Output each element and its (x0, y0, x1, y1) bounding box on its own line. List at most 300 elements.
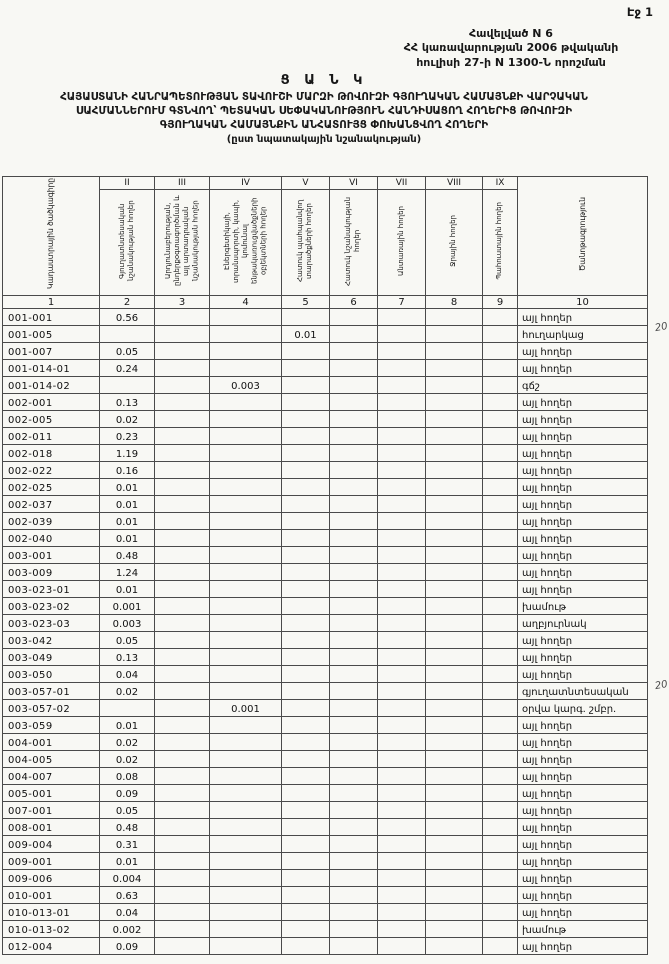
area-value-cell (483, 377, 518, 394)
area-value-cell (426, 411, 483, 428)
land-use-note-cell: խամութ (518, 598, 648, 615)
area-value-cell (282, 751, 330, 768)
table-row (3, 564, 648, 581)
land-use-note-cell: հուղարկաց (518, 326, 648, 343)
area-value-cell (282, 802, 330, 819)
area-value-cell (155, 751, 210, 768)
area-value-cell (378, 326, 426, 343)
area-value-cell: 0.004 (100, 870, 155, 887)
area-value-cell (282, 411, 330, 428)
area-value-cell (155, 717, 210, 734)
parcel-code-cell: 005-001 (3, 785, 100, 802)
area-value-cell (483, 734, 518, 751)
area-value-cell (483, 462, 518, 479)
column-header: Ջրային հողեր (426, 190, 483, 296)
column-number-row (3, 296, 648, 309)
area-value-cell (378, 445, 426, 462)
area-value-cell (282, 904, 330, 921)
area-value-cell (282, 836, 330, 853)
area-value-cell (282, 734, 330, 751)
area-value-cell: 0.24 (100, 360, 155, 377)
area-value-cell (483, 496, 518, 513)
area-value-cell (483, 581, 518, 598)
table-body (3, 309, 648, 955)
area-value-cell (330, 785, 378, 802)
area-value-cell (378, 598, 426, 615)
area-value-cell (426, 649, 483, 666)
roman-numeral: IV (210, 177, 282, 190)
parcel-code-cell: 003-009 (3, 564, 100, 581)
area-value-cell (426, 547, 483, 564)
area-value-cell (483, 394, 518, 411)
area-value-cell (483, 836, 518, 853)
area-value-cell (155, 411, 210, 428)
area-value-cell (426, 717, 483, 734)
table-row (3, 360, 648, 377)
area-value-cell (330, 360, 378, 377)
area-value-cell (378, 870, 426, 887)
parcel-code-cell: 001-007 (3, 343, 100, 360)
table-row (3, 615, 648, 632)
parcel-code-cell: 010-013-01 (3, 904, 100, 921)
area-value-cell (100, 377, 155, 394)
parcel-code-cell: 010-013-02 (3, 921, 100, 938)
area-value-cell (378, 343, 426, 360)
page-number: Էջ 1 (626, 5, 653, 19)
area-value-cell (330, 394, 378, 411)
area-value-cell (210, 360, 282, 377)
land-use-note-cell: այլ հողեր (518, 394, 648, 411)
area-value-cell (210, 547, 282, 564)
area-value-cell (155, 632, 210, 649)
area-value-cell (282, 513, 330, 530)
area-value-cell (155, 462, 210, 479)
area-value-cell (378, 819, 426, 836)
area-value-cell: 0.02 (100, 683, 155, 700)
table-row (3, 802, 648, 819)
area-value-cell: 0.01 (100, 853, 155, 870)
parcel-code-cell: 004-005 (3, 751, 100, 768)
area-value-cell (378, 666, 426, 683)
roman-numeral: VI (330, 177, 378, 190)
parcel-code-cell: 004-007 (3, 768, 100, 785)
area-value-cell (330, 598, 378, 615)
area-value-cell: 0.13 (100, 649, 155, 666)
land-use-note-cell: աղբյուրնակ (518, 615, 648, 632)
area-value-cell (210, 530, 282, 547)
area-value-cell (155, 921, 210, 938)
column-header: Էներգետիկայի, տրանսպորտի, կապի, կոմունալ ենթակառուցվածքների օբյեկտների հողեր (210, 190, 282, 296)
area-value-cell (210, 411, 282, 428)
table-row (3, 853, 648, 870)
area-value-cell (378, 683, 426, 700)
area-value-cell (426, 530, 483, 547)
area-value-cell: 0.04 (100, 904, 155, 921)
area-value-cell (378, 360, 426, 377)
table-row (3, 462, 648, 479)
parcel-code-cell: 007-001 (3, 802, 100, 819)
area-value-cell (330, 513, 378, 530)
area-value-cell (155, 785, 210, 802)
subtitle-line: ՍԱՀՄԱՆՆԵՐՈՒՄ ԳՏՆՎՈՂ՝ ՊԵՏԱԿԱՆ ՍԵՓԱԿԱՆՈՒԹՅՈՒՆ ՀԱՆԴԻՍԱՑՈՂ ՀՈՂԵՐԻՑ ԹՈՎՈՒԶԻ (75, 104, 573, 117)
area-value-cell (155, 581, 210, 598)
column-header: Արդյունաբերության, ընդերքօգտագործման և այլ արտադրական նշանակության հողեր (155, 190, 210, 296)
area-value-cell (282, 428, 330, 445)
area-value-cell: 0.04 (100, 666, 155, 683)
area-value-cell (155, 428, 210, 445)
area-value-cell (210, 853, 282, 870)
area-value-cell (330, 683, 378, 700)
parcel-code-cell: 002-018 (3, 445, 100, 462)
area-value-cell (426, 836, 483, 853)
area-value-cell (282, 887, 330, 904)
area-value-cell (282, 309, 330, 326)
land-use-note-cell: այլ հողեր (518, 479, 648, 496)
table-row (3, 309, 648, 326)
area-value-cell (426, 802, 483, 819)
area-value-cell (378, 309, 426, 326)
land-use-note-cell: այլ հողեր (518, 666, 648, 683)
land-use-note-cell: այլ հողեր (518, 564, 648, 581)
area-value-cell (282, 496, 330, 513)
area-value-cell (210, 428, 282, 445)
area-value-cell (483, 343, 518, 360)
area-value-cell (426, 428, 483, 445)
area-value-cell (330, 836, 378, 853)
appendix-line: ՀՀ կառավարության 2006 թվականի (403, 41, 619, 55)
area-value-cell (155, 445, 210, 462)
area-value-cell (483, 717, 518, 734)
parcel-code-cell: 010-001 (3, 887, 100, 904)
land-use-note-cell: այլ հողեր (518, 445, 648, 462)
area-value-cell (426, 309, 483, 326)
area-value-cell: 0.001 (210, 700, 282, 717)
area-value-cell (155, 649, 210, 666)
area-value-cell (426, 785, 483, 802)
table-row (3, 581, 648, 598)
land-use-note-cell: այլ հողեր (518, 785, 648, 802)
area-value-cell (210, 887, 282, 904)
column-number: 7 (378, 296, 426, 309)
area-value-cell: 1.24 (100, 564, 155, 581)
column-header: Անտառային հողեր (378, 190, 426, 296)
area-value-cell (155, 326, 210, 343)
area-value-cell (426, 564, 483, 581)
table-row (3, 819, 648, 836)
land-use-note-cell: այլ հողեր (518, 751, 648, 768)
area-value-cell (330, 462, 378, 479)
column-number: 3 (155, 296, 210, 309)
area-value-cell (282, 819, 330, 836)
area-value-cell (282, 598, 330, 615)
area-value-cell: 0.01 (100, 513, 155, 530)
area-value-cell (483, 819, 518, 836)
column-header-note (518, 177, 648, 296)
area-value-cell (155, 666, 210, 683)
area-value-cell: 0.48 (100, 547, 155, 564)
area-value-cell (282, 581, 330, 598)
appendix-line: Հավելված N 6 (469, 27, 553, 40)
area-value-cell (210, 326, 282, 343)
area-value-cell (330, 717, 378, 734)
area-value-cell (282, 683, 330, 700)
area-value-cell (155, 496, 210, 513)
area-value-cell (155, 683, 210, 700)
subtitle-note: (ըստ նպատակային նշանակության) (226, 133, 422, 145)
land-use-note-cell: այլ հողեր (518, 462, 648, 479)
land-use-note-cell: այլ հողեր (518, 836, 648, 853)
area-value-cell: 0.05 (100, 802, 155, 819)
area-value-cell (426, 360, 483, 377)
area-value-cell (378, 904, 426, 921)
area-value-cell (282, 785, 330, 802)
area-value-cell: 0.31 (100, 836, 155, 853)
area-value-cell (483, 411, 518, 428)
table-row (3, 734, 648, 751)
area-value-cell (378, 751, 426, 768)
area-value-cell (426, 666, 483, 683)
area-value-cell (483, 360, 518, 377)
area-value-cell (426, 445, 483, 462)
parcel-code-cell: 003-057-01 (3, 683, 100, 700)
area-value-cell (426, 632, 483, 649)
area-value-cell (330, 649, 378, 666)
roman-numeral: VIII (426, 177, 483, 190)
table-row (3, 666, 648, 683)
column-header: Պահուստային հողեր (483, 190, 518, 296)
parcel-code-cell: 003-059 (3, 717, 100, 734)
area-value-cell (483, 768, 518, 785)
land-use-note-cell: գճշ (518, 377, 648, 394)
area-value-cell (426, 921, 483, 938)
area-value-cell (210, 819, 282, 836)
area-value-cell (330, 411, 378, 428)
area-value-cell: 0.23 (100, 428, 155, 445)
land-use-note-cell: այլ հողեր (518, 530, 648, 547)
area-value-cell (483, 547, 518, 564)
roman-numeral: III (155, 177, 210, 190)
land-use-note-cell: այլ հողեր (518, 734, 648, 751)
area-value-cell (210, 802, 282, 819)
area-value-cell (210, 751, 282, 768)
table-row (3, 530, 648, 547)
area-value-cell (483, 802, 518, 819)
table-row (3, 870, 648, 887)
area-value-cell (330, 666, 378, 683)
area-value-cell (483, 683, 518, 700)
column-number: 9 (483, 296, 518, 309)
area-value-cell (155, 479, 210, 496)
area-value-cell (330, 853, 378, 870)
land-use-note-cell: այլ հողեր (518, 343, 648, 360)
table-row (3, 751, 648, 768)
table-row (3, 445, 648, 462)
parcel-code-cell: 009-001 (3, 853, 100, 870)
land-parcels-table (2, 176, 648, 955)
column-header-code-label: Կադաստրային ծածկագիրը (46, 178, 56, 290)
area-value-cell (210, 394, 282, 411)
document-subtitle (0, 91, 648, 146)
land-use-note-cell: այլ հողեր (518, 768, 648, 785)
area-value-cell (210, 768, 282, 785)
parcel-code-cell: 002-025 (3, 479, 100, 496)
table-row (3, 904, 648, 921)
area-value-cell (210, 683, 282, 700)
area-value-cell (330, 309, 378, 326)
area-value-cell: 0.01 (100, 581, 155, 598)
area-value-cell (483, 326, 518, 343)
area-value-cell: 0.01 (100, 496, 155, 513)
table-row (3, 479, 648, 496)
area-value-cell: 0.003 (210, 377, 282, 394)
area-value-cell (210, 649, 282, 666)
area-value-cell (483, 870, 518, 887)
area-value-cell (378, 802, 426, 819)
area-value-cell (378, 649, 426, 666)
area-value-cell: 0.02 (100, 751, 155, 768)
area-value-cell (426, 904, 483, 921)
land-use-note-cell: այլ հողեր (518, 411, 648, 428)
appendix-block (365, 27, 657, 70)
area-value-cell (378, 530, 426, 547)
roman-numeral: II (100, 177, 155, 190)
area-value-cell: 0.001 (100, 598, 155, 615)
area-value-cell (282, 649, 330, 666)
parcel-code-cell: 002-040 (3, 530, 100, 547)
area-value-cell (483, 785, 518, 802)
land-use-note-cell: այլ հողեր (518, 309, 648, 326)
area-value-cell (330, 904, 378, 921)
area-value-cell (378, 887, 426, 904)
area-value-cell (426, 887, 483, 904)
area-value-cell (210, 513, 282, 530)
table-row (3, 785, 648, 802)
area-value-cell (282, 700, 330, 717)
land-use-note-cell: այլ հողեր (518, 870, 648, 887)
area-value-cell (483, 666, 518, 683)
area-value-cell (210, 921, 282, 938)
table-row (3, 700, 648, 717)
document-title: Ց Ա Ն Կ (280, 73, 368, 88)
area-value-cell (378, 411, 426, 428)
area-value-cell (483, 615, 518, 632)
area-value-cell (282, 564, 330, 581)
area-value-cell (330, 632, 378, 649)
area-value-cell (330, 751, 378, 768)
land-use-note-cell: այլ հողեր (518, 649, 648, 666)
area-value-cell (330, 938, 378, 955)
area-value-cell (330, 564, 378, 581)
area-value-cell (483, 428, 518, 445)
area-value-cell (483, 904, 518, 921)
table-row (3, 921, 648, 938)
area-value-cell: 0.003 (100, 615, 155, 632)
land-use-note-cell: այլ հողեր (518, 887, 648, 904)
table-header (3, 177, 648, 309)
area-value-cell (330, 343, 378, 360)
table-row (3, 547, 648, 564)
area-value-cell (210, 938, 282, 955)
area-value-cell (282, 530, 330, 547)
roman-numeral: IX (483, 177, 518, 190)
table-row (3, 326, 648, 343)
parcel-code-cell: 002-039 (3, 513, 100, 530)
column-header: Հատուկ պահպանվող տարածքների հողեր (282, 190, 330, 296)
area-value-cell (210, 479, 282, 496)
area-value-cell (483, 853, 518, 870)
parcel-code-cell: 001-014-01 (3, 360, 100, 377)
area-value-cell (378, 581, 426, 598)
area-value-cell (378, 394, 426, 411)
parcel-code-cell: 009-006 (3, 870, 100, 887)
land-use-note-cell: այլ հողեր (518, 513, 648, 530)
column-number: 1 (3, 296, 100, 309)
area-value-cell (378, 853, 426, 870)
area-value-cell (378, 768, 426, 785)
area-value-cell (330, 479, 378, 496)
area-value-cell (282, 479, 330, 496)
area-value-cell (426, 938, 483, 955)
area-value-cell (155, 768, 210, 785)
area-value-cell (426, 615, 483, 632)
area-value-cell (378, 513, 426, 530)
land-use-note-cell: օրվա կարգ. շմբր. (518, 700, 648, 717)
land-use-note-cell: այլ հողեր (518, 496, 648, 513)
area-value-cell (155, 836, 210, 853)
area-value-cell (282, 921, 330, 938)
area-value-cell (282, 394, 330, 411)
area-value-cell (155, 547, 210, 564)
handwritten-margin-note: 20 (654, 678, 669, 693)
area-value-cell (210, 564, 282, 581)
column-header: Հատուկ նշանակության հողեր (330, 190, 378, 296)
parcel-code-cell: 003-023-01 (3, 581, 100, 598)
area-value-cell (330, 700, 378, 717)
area-value-cell (378, 547, 426, 564)
area-value-cell: 1.19 (100, 445, 155, 462)
table-row (3, 411, 648, 428)
area-value-cell (282, 445, 330, 462)
column-number: 10 (518, 296, 648, 309)
table-row (3, 513, 648, 530)
parcel-code-cell: 002-005 (3, 411, 100, 428)
land-use-note-cell: այլ հողեր (518, 938, 648, 955)
area-value-cell (378, 785, 426, 802)
parcel-code-cell: 008-001 (3, 819, 100, 836)
column-number: 6 (330, 296, 378, 309)
parcel-code-cell: 003-057-02 (3, 700, 100, 717)
area-value-cell (282, 632, 330, 649)
column-number: 8 (426, 296, 483, 309)
area-value-cell (483, 938, 518, 955)
area-value-cell (483, 700, 518, 717)
area-value-cell (330, 496, 378, 513)
area-value-cell (330, 377, 378, 394)
table-row (3, 428, 648, 445)
table-row (3, 836, 648, 853)
area-value-cell (155, 598, 210, 615)
area-value-cell (282, 462, 330, 479)
table-row (3, 938, 648, 955)
area-value-cell (210, 309, 282, 326)
area-value-cell (483, 921, 518, 938)
table-row (3, 768, 648, 785)
area-value-cell (426, 734, 483, 751)
area-value-cell (282, 717, 330, 734)
column-number: 5 (282, 296, 330, 309)
table-row (3, 343, 648, 360)
parcel-code-cell: 002-037 (3, 496, 100, 513)
